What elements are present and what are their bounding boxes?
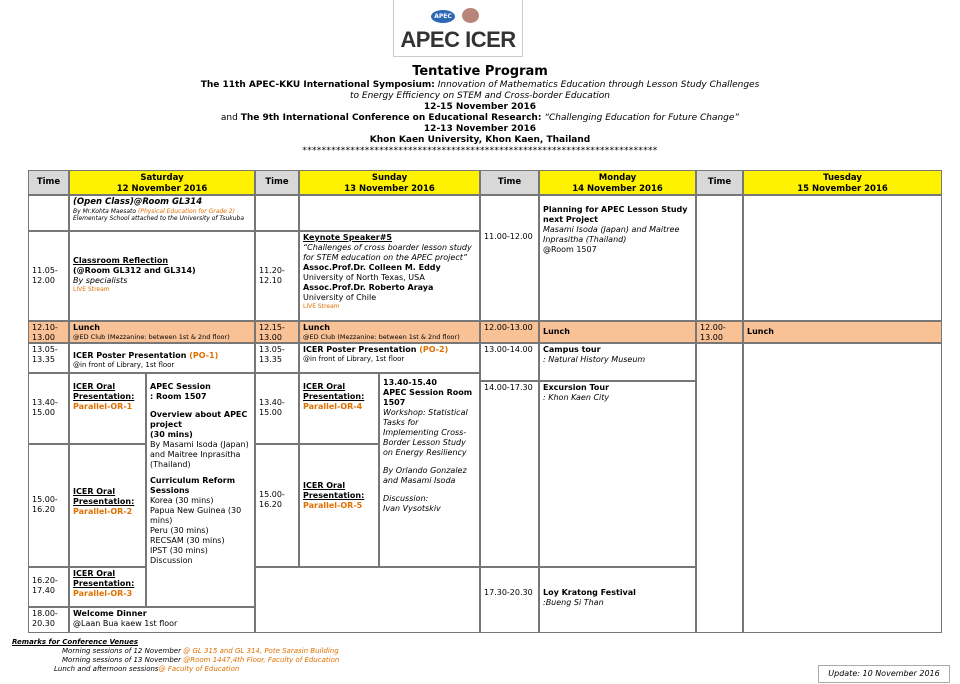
remarks — [12, 638, 339, 674]
sat-time-lunch: 12.10-13.00 — [28, 321, 69, 343]
header-line-2: to Energy Efficiency on STEM and Cross-border Education — [350, 91, 610, 101]
keynote-live-badge: LIVE Stream — [303, 303, 340, 310]
icer-logo-emblem — [462, 8, 479, 23]
sat-oral-or2 — [69, 444, 146, 567]
or2-code: Parallel-OR-2 — [73, 507, 133, 516]
campus-location: : Natural History Museum — [543, 355, 646, 364]
sat-apec-session — [146, 373, 255, 607]
reflection-live-badge: LIVE Stream — [73, 286, 110, 293]
overview-presenters: By Masami Isoda (Japan) and Maitree Inprasitha (Thailand) — [150, 440, 249, 469]
logo-text: APEC ICER — [400, 27, 516, 52]
reflection-by: By specialists — [73, 276, 128, 285]
sun-lunch-title: Lunch — [303, 323, 330, 332]
workshop-presenters: By Orlando Gonzalez and Masami Isoda — [383, 466, 467, 485]
open-class-title: (Open Class)@Room GL314 — [73, 197, 203, 207]
keynote-talk: “Challenges of cross boarder lesson study for STEM education on the APEC project” — [303, 243, 472, 262]
sun-poster-location: @in front of Library, 1st floor — [303, 355, 405, 363]
sunday-date: 13 November 2016 — [344, 183, 435, 194]
and-text: and — [220, 113, 238, 123]
keynote-speaker-2-univ: University of Chile — [303, 293, 377, 302]
reflection-title: Classroom Reflection — [73, 256, 169, 265]
sun-empty-slot — [299, 195, 480, 231]
excursion-title: Excursion Tour — [543, 383, 610, 392]
sat-time-or1: 13.40-15.00 — [28, 373, 69, 444]
sun-lunch — [299, 321, 480, 343]
update-date: Update: 10 November 2016 — [818, 665, 950, 683]
remark-2-venue: @Room 1447,4th Floor, Faculty of Education — [183, 656, 340, 665]
loy-location: :Bueng Si Than — [543, 598, 604, 607]
sun-oral-or5 — [299, 444, 379, 567]
sunday-day: Sunday — [371, 173, 408, 183]
or1-code: Parallel-OR-1 — [73, 402, 133, 411]
sat-poster-title-line — [73, 351, 251, 361]
or3-label: ICER Oral Presentation: — [73, 569, 135, 588]
remark-3 — [12, 665, 339, 674]
dinner-title: Welcome Dinner — [73, 609, 147, 618]
discussion-by: Ivan Vysotskiv — [383, 504, 441, 513]
sun-poster-title-line — [303, 345, 476, 355]
sun-poster — [299, 343, 480, 373]
planning-presenters: Masami Isoda (Japan) and Maitree Inprasitha (Thailand) — [543, 225, 680, 244]
planning-title: Planning for APEC Lesson Study next Project — [543, 205, 688, 224]
conference-theme: “Challenging Education for Future Change” — [544, 113, 740, 123]
sat-welcome-dinner — [69, 607, 255, 633]
apec-logo-badge: APEC — [431, 10, 455, 23]
mon-excursion — [539, 381, 696, 567]
time-header-sun: Time — [255, 170, 299, 195]
discussion-label: Discussion: — [383, 494, 429, 503]
tue-time-morning — [696, 195, 743, 321]
remark-3-venue: @ Faculty of Education — [158, 665, 240, 674]
curriculum-title: Curriculum Reform Sessions — [150, 476, 236, 495]
remarks-title: Remarks for Conference Venues — [12, 638, 139, 646]
keynote-title: Keynote Speaker#5 — [303, 233, 392, 242]
or3-code: Parallel-OR-3 — [73, 589, 133, 598]
sat-lunch-location: @ED Club (Mezzanine: between 1st & 2nd floor) — [73, 333, 230, 341]
sat-poster-location: @in front of Library, 1st floor — [73, 361, 175, 369]
sat-time-poster: 13.05-13.35 — [28, 343, 69, 373]
remark-2-text: Morning sessions of 13 November — [62, 656, 184, 665]
keynote-speaker-1-univ: University of North Texas, USA — [303, 273, 425, 282]
separator-stars: ************************************************************************** — [302, 146, 658, 156]
tue-time-afternoon — [696, 343, 743, 633]
or5-code: Parallel-OR-5 — [303, 501, 363, 510]
sun-time-empty — [255, 195, 299, 231]
symposium-name: The 11th APEC-KKU International Symposium: — [200, 80, 435, 90]
sat-lunch — [69, 321, 255, 343]
tue-afternoon-empty — [743, 343, 942, 633]
remark-1-venue: @ GL 315 and GL 314, Pote Sarasin Building — [183, 647, 339, 656]
open-class-grade: (Physical Education for Grade 2) — [137, 207, 235, 215]
sat-time-or2: 15.00-16.20 — [28, 444, 69, 567]
sat-apec-room: : Room 1507 — [150, 392, 207, 401]
symposium-dates: 12-15 November 2016 — [423, 102, 537, 112]
planning-room: @Room 1507 — [543, 245, 597, 254]
keynote-speaker-1: Assoc.Prof.Dr. Colleen M. Eddy — [303, 263, 441, 272]
workshop-title: Workshop: Statistical Tasks for Implementing Cross-Border Lesson Study on Energy Resiliency — [383, 408, 468, 457]
mon-loy-kratong — [539, 567, 696, 633]
remark-2 — [12, 656, 339, 665]
mon-campus-tour — [539, 343, 696, 381]
monday-day: Monday — [598, 173, 637, 183]
remark-3-text: Lunch and afternoon sessions — [54, 665, 159, 674]
sun-keynote — [299, 231, 480, 321]
sun-time-or4: 13.40-15.00 — [255, 373, 299, 444]
sat-time-or3: 16.20-17.40 — [28, 567, 69, 607]
sat-classroom-reflection — [69, 231, 255, 321]
sat-poster-title: ICER Poster Presentation — [73, 351, 190, 360]
tuesday-date: 15 November 2016 — [797, 183, 888, 194]
tue-time-lunch: 12.00-13.00 — [696, 321, 743, 343]
sat-time-open-class — [28, 195, 69, 231]
page-title: Tentative Program — [412, 64, 548, 79]
sun-poster-code: (PO-2) — [419, 345, 449, 354]
open-class-by — [73, 208, 251, 216]
campus-title: Campus tour — [543, 345, 601, 354]
sat-apec-title: APEC Session — [150, 382, 211, 391]
sat-poster-code: (PO-1) — [189, 351, 219, 360]
saturday-header — [69, 170, 255, 195]
sun-time-keynote: 11.20-12.10 — [255, 231, 299, 321]
sunday-header — [299, 170, 480, 195]
remark-1-text: Morning sessions of 12 November — [62, 647, 184, 656]
or2-label: ICER Oral Presentation: — [73, 487, 135, 506]
sun-apec-title: APEC Session Room 1507 — [383, 388, 473, 407]
sun-apec-session — [379, 373, 480, 567]
tue-lunch: Lunch — [743, 321, 942, 343]
or4-label: ICER Oral Presentation: — [303, 382, 365, 401]
symposium-theme: Innovation of Mathematics Education through Lesson Study Challenges — [437, 80, 760, 90]
mon-time-excursion: 14.00-17.30 — [480, 381, 539, 567]
sat-poster — [69, 343, 255, 373]
or1-label: ICER Oral Presentation: — [73, 382, 135, 401]
mon-time-planning: 11.00-12.00 — [480, 195, 539, 321]
tuesday-day: Tuesday — [823, 173, 862, 183]
header-line-4 — [0, 113, 960, 123]
conference-name: The 9th International Conference on Educational Research: — [240, 113, 542, 123]
sun-evening-empty — [255, 567, 480, 633]
sun-time-or5: 15.00-16.20 — [255, 444, 299, 567]
sun-lunch-location: @ED Club (Mezzanine: between 1st & 2nd floor) — [303, 333, 460, 341]
dinner-location: @Laan Bua kaew 1st floor — [73, 619, 178, 628]
mon-planning — [539, 195, 696, 321]
open-class-teacher: By Mr.Kohta Maesato — [73, 207, 138, 215]
saturday-day: Saturday — [140, 173, 184, 183]
sat-open-class — [69, 195, 255, 231]
tuesday-header — [743, 170, 942, 195]
mon-time-loy: 17.30-20.30 — [480, 567, 539, 633]
conference-dates: 12-13 November 2016 — [423, 124, 537, 134]
header-line-1 — [0, 80, 960, 90]
remark-1 — [12, 647, 339, 656]
excursion-location: : Khon Kaen City — [543, 393, 610, 402]
overview-title: Overview about APEC project — [150, 410, 248, 429]
reflection-room: (@Room GL312 and GL314) — [73, 266, 196, 275]
time-header-tue: Time — [696, 170, 743, 195]
sun-poster-title: ICER Poster Presentation — [303, 345, 420, 354]
sun-time-poster: 13.05-13.35 — [255, 343, 299, 373]
monday-date: 14 November 2016 — [572, 183, 663, 194]
overview-duration: (30 mins) — [150, 430, 193, 439]
sun-time-lunch: 12.15-13.00 — [255, 321, 299, 343]
time-header-sat: Time — [28, 170, 69, 195]
loy-title: Loy Kratong Festival — [543, 588, 636, 597]
or4-code: Parallel-OR-4 — [303, 402, 363, 411]
keynote-speaker-2: Assoc.Prof.Dr. Roberto Araya — [303, 283, 434, 292]
sat-oral-or1 — [69, 373, 146, 444]
time-header-mon: Time — [480, 170, 539, 195]
sat-lunch-title: Lunch — [73, 323, 100, 332]
sat-oral-or3 — [69, 567, 146, 607]
mon-lunch: Lunch — [539, 321, 696, 343]
mon-time-campus: 13.00-14.00 — [480, 343, 539, 381]
mon-time-lunch: 12.00-13.00 — [480, 321, 539, 343]
sun-oral-or4 — [299, 373, 379, 444]
sat-time-reflection: 11.05-12.00 — [28, 231, 69, 321]
curriculum-items: Korea (30 mins) Papua New Guinea (30 mins) Peru (30 mins) RECSAM (30 mins) IPST (30 mins) Discussion — [150, 496, 242, 565]
venue: Khon Kaen University, Khon Kaen, Thailand — [369, 135, 591, 145]
sat-time-dinner: 18.00-20.30 — [28, 607, 69, 633]
sun-apec-time: 13.40-15.40 — [383, 378, 437, 387]
monday-header — [539, 170, 696, 195]
tue-morning-empty — [743, 195, 942, 321]
or5-label: ICER Oral Presentation: — [303, 481, 365, 500]
schedule-table — [28, 170, 942, 633]
open-class-school: Elementary School attached to the University of Tsukuba — [73, 215, 245, 223]
saturday-date: 12 November 2016 — [116, 183, 208, 194]
